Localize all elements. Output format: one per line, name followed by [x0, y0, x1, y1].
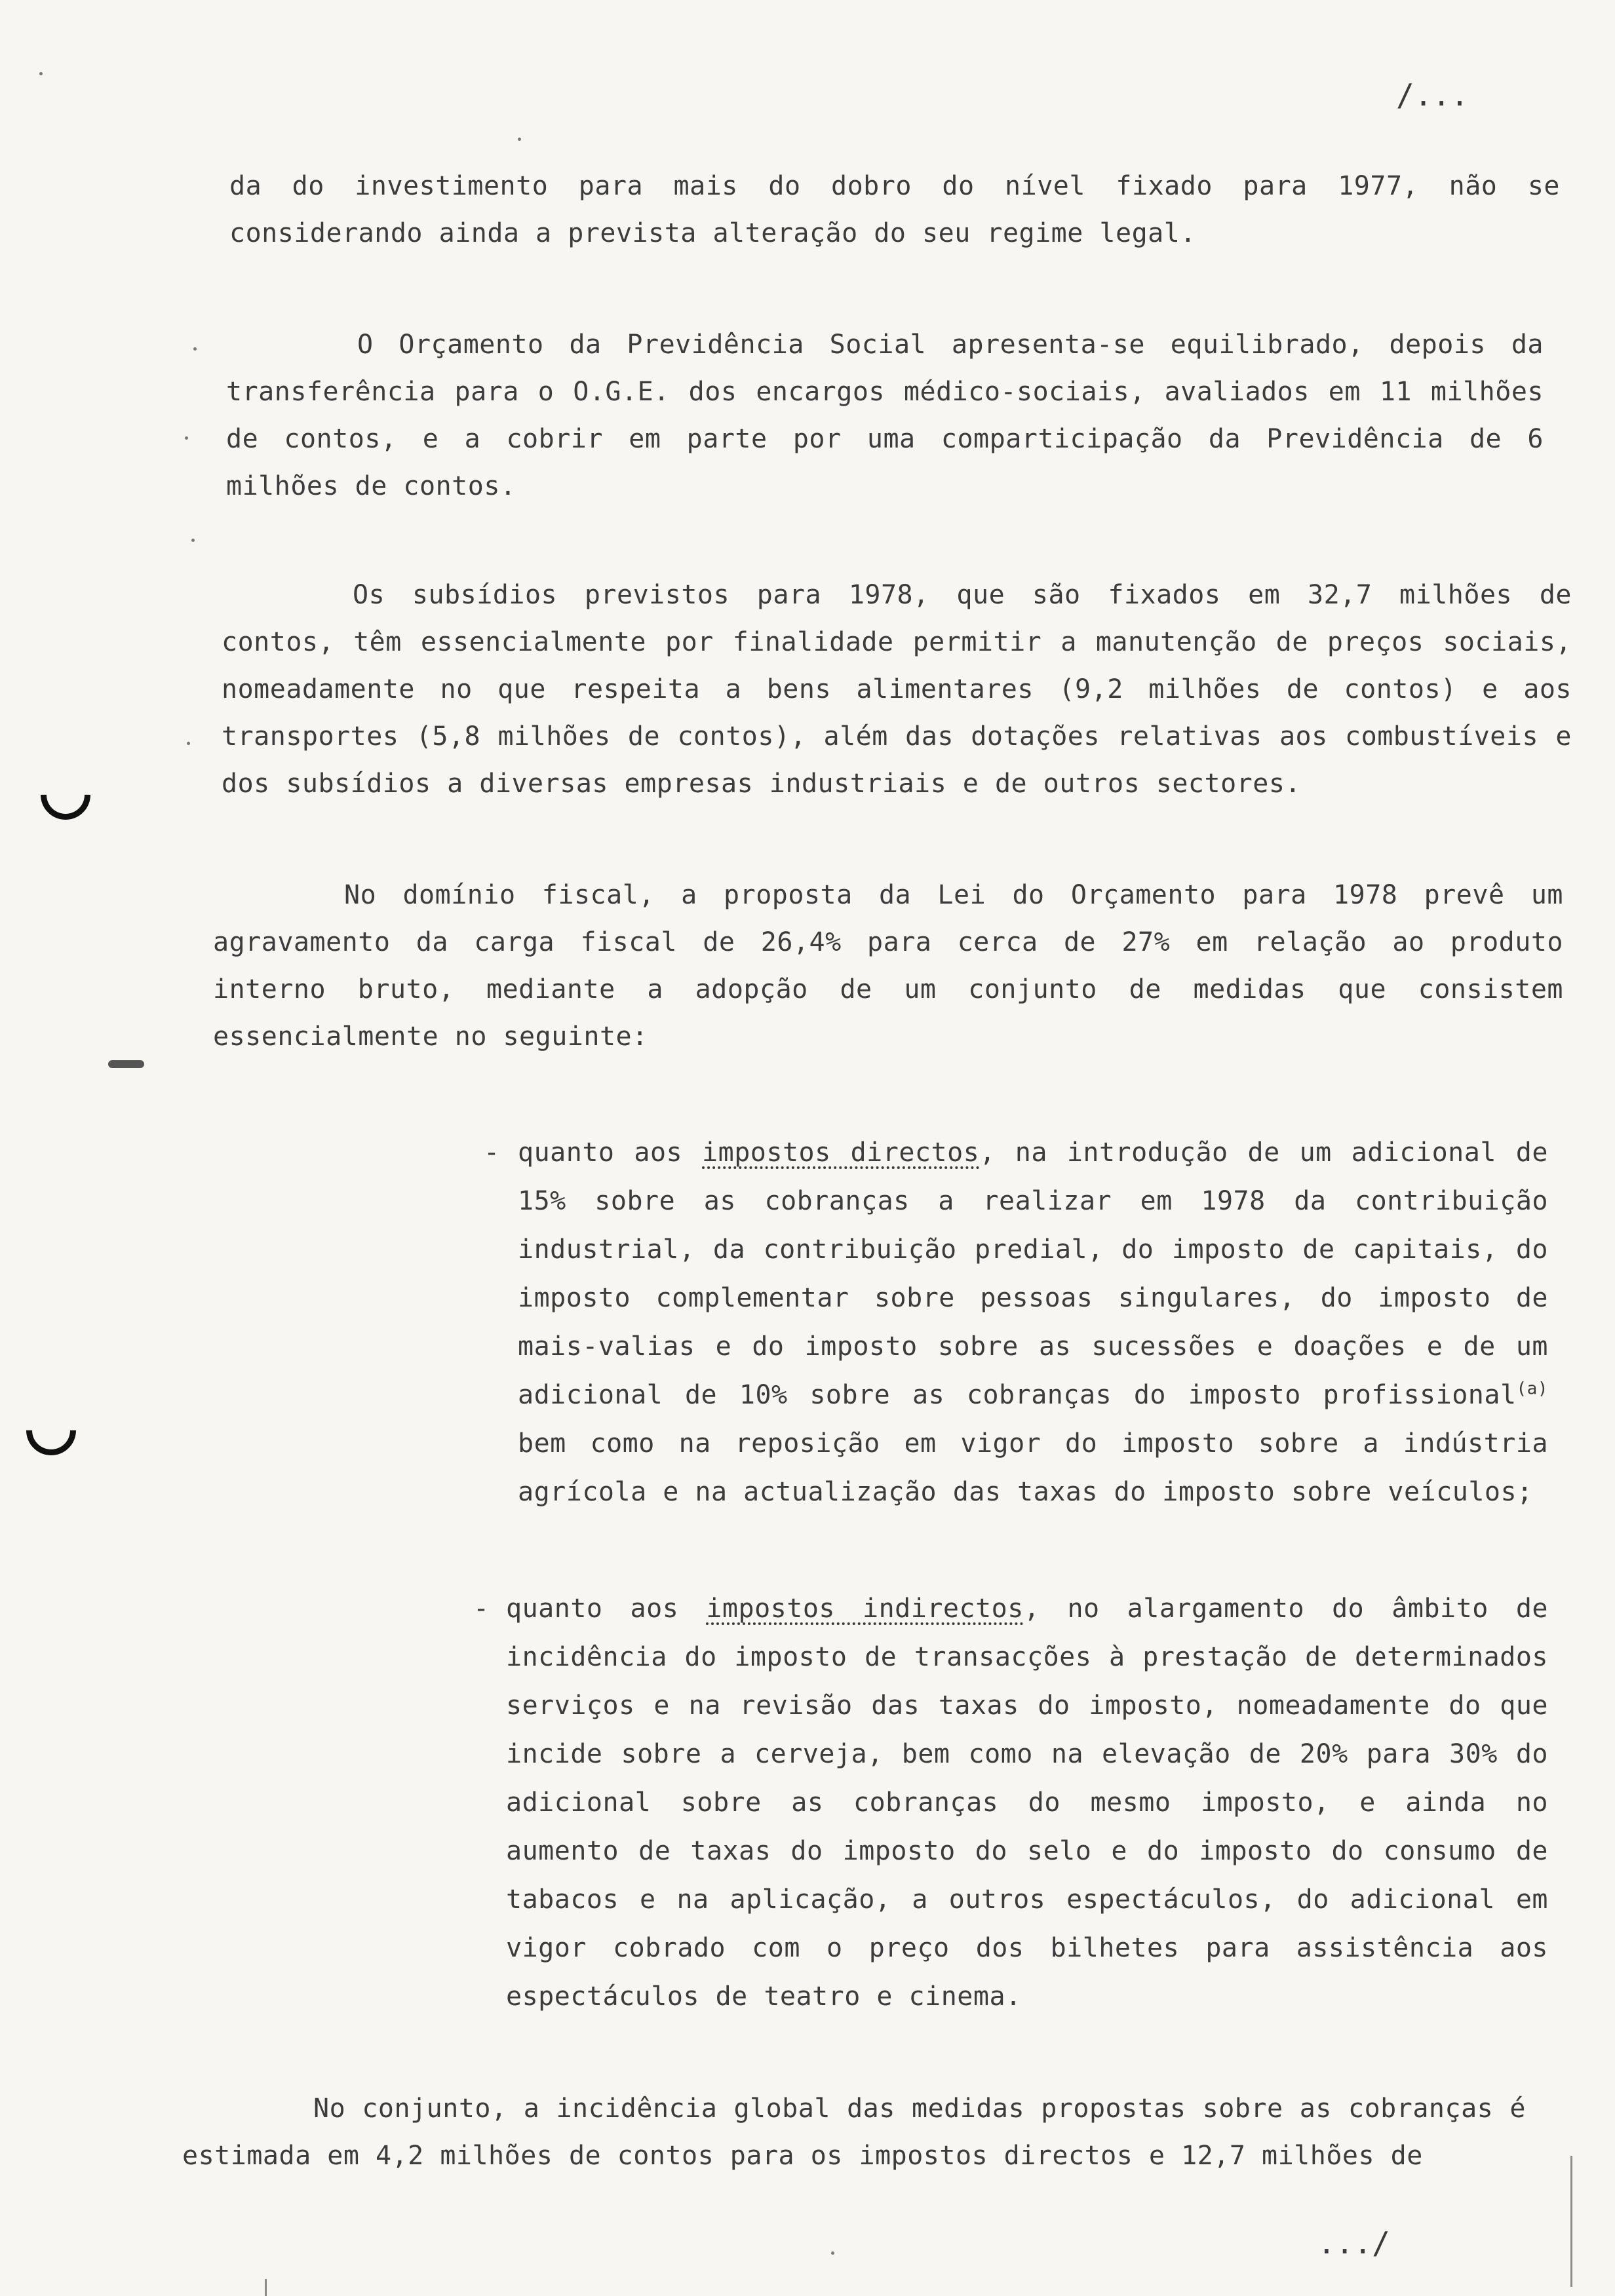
- measure-indirect-text: , no alargamento do âmbito de incidência do imposto de transacções à prestação de determinados serviços e na revisão das taxas do imposto, nomeadamente do que incide sobre a cerveja, bem como na elevação de 20% para 30% do adicional sobre as cobranças do mesmo imposto, e ainda no aumento de taxas do imposto do selo e do imposto do consumo de tabacos e na aplicação, a outros espectáculos, do adicional em vigor cobrado com o preço dos bilhetes para assistência aos espectáculos de teatro e cinema.: [506, 1594, 1548, 2012]
- scan-speck: [191, 539, 195, 542]
- measure-indirect-lead: quanto aos: [506, 1594, 679, 1624]
- footnote-marker-a: (a): [1516, 1379, 1548, 1399]
- paragraph-fiscal-domain: No domínio fiscal, a proposta da Lei do Orçamento para 1978 prevê um agravamento da carga fiscal de 26,4% para cerca de 27% em relação ao produto interno bruto, mediante a adopção de um conjunto de medidas que consistem essencialmente no seguinte:: [213, 880, 1563, 1052]
- scan-smudge: [108, 1060, 144, 1068]
- scan-speck: [831, 2251, 834, 2255]
- right-margin-edge: [1570, 2156, 1572, 2287]
- measure-direct-text-after: bem como na reposição em vigor do imposto sobre a indústria agrícola e na actualização das taxas do imposto sobre veículos;: [518, 1428, 1548, 1507]
- page-continuation-top: /...: [1396, 77, 1469, 113]
- measure-direct-taxes: [518, 1128, 1548, 1516]
- paragraph-subsidies: Os subsídios previstos para 1978, que são fixados em 32,7 milhões de contos, têm essencialmente por finalidade permitir a manutenção de preços sociais, nomeadamente no que respeita a bens alimentares (9,2 milhões de contos) e aos transportes (5,8 milhões de contos), além das dotações relativas aos combustíveis e dos subsídios a diversas empresas industriais e de outros sectores.: [222, 580, 1572, 799]
- bottom-tick: [265, 2279, 267, 2296]
- paragraph-social-security: O Orçamento da Previdência Social apresenta-se equilibrado, depois da transferência para o O.G.E. dos encargos médico-sociais, avaliados em 11 milhões de contos, e a cobrir em parte por uma comparticipação da Previdência de 6 milhões de contos.: [226, 330, 1544, 501]
- measure-dash-direct: -: [484, 1138, 500, 1168]
- measure-dash-indirect: -: [473, 1594, 490, 1624]
- measure-indirect-taxes: [506, 1584, 1548, 2021]
- direct-taxes-term: impostos directos: [702, 1138, 980, 1168]
- measure-direct-text: , na introdução de um adicional de 15% sobre as cobranças a realizar em 1978 da contribuição industrial, da contribuição predial, do imposto de capitais, do imposto complementar sobre pessoas singulares, do imposto de mais-valias e do imposto sobre as sucessões e doações e de um adicional de 10% sobre as cobranças do imposto profissional: [518, 1138, 1548, 1410]
- scan-speck: [518, 138, 521, 141]
- scan-speck: [185, 436, 188, 440]
- indirect-taxes-term: impostos indirectos: [706, 1594, 1024, 1624]
- paragraph-overall-impact: No conjunto, a incidência global das medidas propostas sobre as cobranças é estimada em 4,2 milhões de contos para os impostos directos e 12,7 milhões de: [182, 2094, 1526, 2171]
- page-continuation-bottom: .../: [1317, 2225, 1390, 2261]
- scan-speck: [39, 72, 43, 75]
- scan-speck: [193, 347, 197, 351]
- punch-hole-mark-lower: [16, 1395, 86, 1465]
- paragraph-investment: da do investimento para mais do dobro do nível fixado para 1977, não se considerando ainda a prevista alteração do seu regime legal.: [229, 171, 1560, 248]
- scan-speck: [187, 742, 190, 745]
- punch-hole-mark-upper: [30, 759, 100, 830]
- measure-direct-lead: quanto aos: [518, 1138, 683, 1168]
